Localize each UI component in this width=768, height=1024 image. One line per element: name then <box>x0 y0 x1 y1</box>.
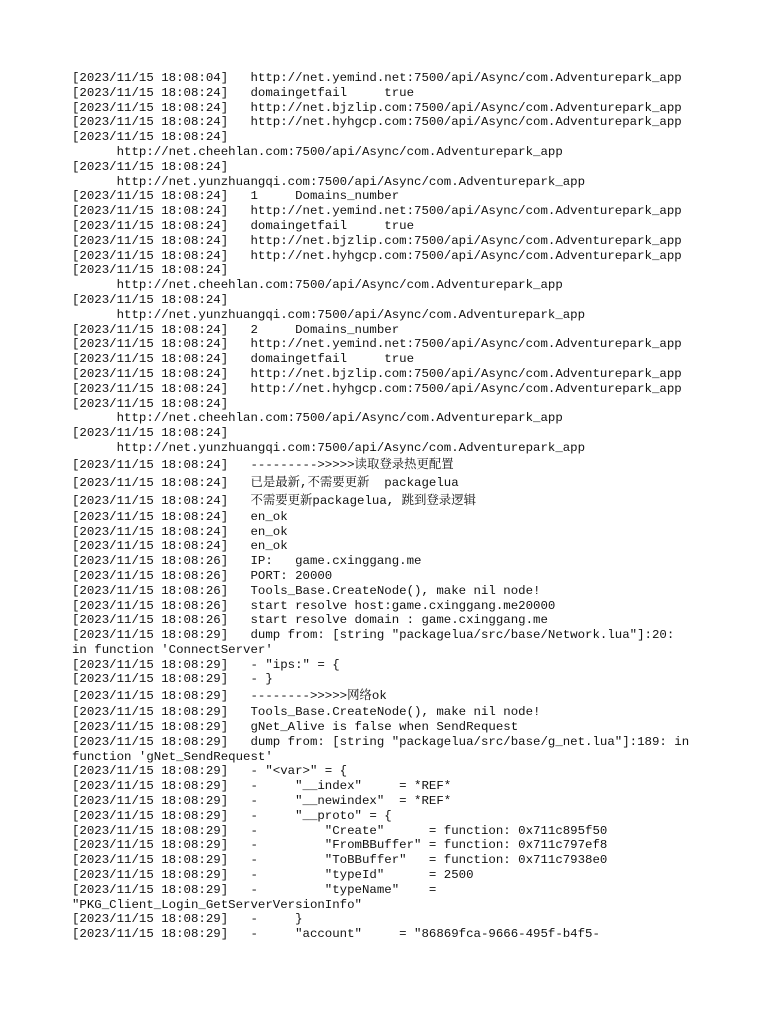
log-line: [2023/11/15 18:08:24] domaingetfail true <box>72 218 415 233</box>
log-line: [2023/11/15 18:08:24] http://net.hyhgcp.com:7500/api/Async/com.Adventurepark_app <box>72 115 682 130</box>
log-line: [2023/11/15 18:08:24] 2 Domains_number <box>72 322 400 337</box>
log-line: http://net.yunzhuangqi.com:7500/api/Async/com.Adventurepark_app <box>72 440 586 455</box>
log-line: http://net.cheehlan.com:7500/api/Async/com.Adventurepark_app <box>72 278 563 293</box>
log-line: [2023/11/15 18:08:29] - "FromBBuffer" = function: 0x711c797ef8 <box>72 838 608 853</box>
log-line: [2023/11/15 18:08:29] - "typeId" = 2500 <box>72 868 474 883</box>
log-line: [2023/11/15 18:08:24] <box>72 426 229 441</box>
log-line: http://net.cheehlan.com:7500/api/Async/com.Adventurepark_app <box>72 411 563 426</box>
log-line: "PKG_Client_Login_GetServerVersionInfo" <box>72 897 362 912</box>
log-line: [2023/11/15 18:08:29] - "Create" = function: 0x711c895f50 <box>72 823 608 838</box>
log-line: [2023/11/15 18:08:24] 不需要更新packagelua, 跳到登录逻辑 <box>72 493 476 508</box>
log-document <box>72 71 712 942</box>
log-line: http://net.cheehlan.com:7500/api/Async/com.Adventurepark_app <box>72 144 563 159</box>
log-line: [2023/11/15 18:08:29] -------->>>>>网络ok <box>72 689 387 704</box>
log-line: [2023/11/15 18:08:29] - "__proto" = { <box>72 808 392 823</box>
log-line: [2023/11/15 18:08:29] - } <box>72 672 273 687</box>
log-line: [2023/11/15 18:08:29] gNet_Alive is false when SendRequest <box>72 720 519 735</box>
log-line: [2023/11/15 18:08:29] - "<var>" = { <box>72 764 348 779</box>
log-line: [2023/11/15 18:08:24] en_ok <box>72 524 288 539</box>
log-line: [2023/11/15 18:08:24] en_ok <box>72 539 288 554</box>
log-line: [2023/11/15 18:08:26] start resolve host:game.cxinggang.me20000 <box>72 598 556 613</box>
log-line: [2023/11/15 18:08:29] dump from: [string "packagelua/src/base/g_net.lua"]:189: in <box>72 734 690 749</box>
log-line: function 'gNet_SendRequest' <box>72 749 273 764</box>
log-line: [2023/11/15 18:08:29] Tools_Base.CreateNode(), make nil node! <box>72 705 541 720</box>
log-line: [2023/11/15 18:08:29] - "ips:" = { <box>72 657 340 672</box>
log-line: [2023/11/15 18:08:24] 已是最新,不需要更新 packagelua <box>72 475 459 490</box>
log-line: http://net.yunzhuangqi.com:7500/api/Async/com.Adventurepark_app <box>72 174 586 189</box>
log-line: [2023/11/15 18:08:29] - "account" = "86869fca-9666-495f-b4f5- <box>72 927 600 942</box>
log-line: http://net.yunzhuangqi.com:7500/api/Async/com.Adventurepark_app <box>72 307 586 322</box>
log-line: [2023/11/15 18:08:24] <box>72 130 229 145</box>
log-line: [2023/11/15 18:08:24] <box>72 396 229 411</box>
log-line: [2023/11/15 18:08:24] http://net.bjzlip.com:7500/api/Async/com.Adventurepark_app <box>72 366 682 381</box>
log-line: [2023/11/15 18:08:29] - "__index" = *REF* <box>72 779 452 794</box>
log-line: [2023/11/15 18:08:26] IP: game.cxinggang.me <box>72 554 422 569</box>
log-line: [2023/11/15 18:08:24] domaingetfail true <box>72 85 415 100</box>
log-line: [2023/11/15 18:08:26] PORT: 20000 <box>72 568 333 583</box>
log-line: [2023/11/15 18:08:24] http://net.yemind.net:7500/api/Async/com.Adventurepark_app <box>72 204 682 219</box>
log-line: [2023/11/15 18:08:24] http://net.hyhgcp.com:7500/api/Async/com.Adventurepark_app <box>72 248 682 263</box>
log-line: [2023/11/15 18:08:24] domaingetfail true <box>72 352 415 367</box>
log-line: [2023/11/15 18:08:24] http://net.yemind.net:7500/api/Async/com.Adventurepark_app <box>72 337 682 352</box>
log-line: [2023/11/15 18:08:26] Tools_Base.CreateNode(), make nil node! <box>72 583 541 598</box>
log-line: [2023/11/15 18:08:24] <box>72 263 229 278</box>
log-line: [2023/11/15 18:08:24] --------->>>>>读取登录热更配置 <box>72 457 454 472</box>
log-line: [2023/11/15 18:08:29] - "ToBBuffer" = function: 0x711c7938e0 <box>72 853 608 868</box>
log-line: [2023/11/15 18:08:24] http://net.bjzlip.com:7500/api/Async/com.Adventurepark_app <box>72 100 682 115</box>
log-line: [2023/11/15 18:08:24] http://net.bjzlip.com:7500/api/Async/com.Adventurepark_app <box>72 233 682 248</box>
log-line: [2023/11/15 18:08:24] http://net.hyhgcp.com:7500/api/Async/com.Adventurepark_app <box>72 381 682 396</box>
log-line: [2023/11/15 18:08:24] <box>72 159 229 174</box>
log-line: [2023/11/15 18:08:26] start resolve domain : game.cxinggang.me <box>72 613 548 628</box>
log-line: [2023/11/15 18:08:29] - } <box>72 912 303 927</box>
log-line: [2023/11/15 18:08:24] en_ok <box>72 509 288 524</box>
log-line: [2023/11/15 18:08:04] http://net.yemind.net:7500/api/Async/com.Adventurepark_app <box>72 71 682 85</box>
log-line: [2023/11/15 18:08:29] - "typeName" = <box>72 882 437 897</box>
log-line: [2023/11/15 18:08:29] - "__newindex" = *REF* <box>72 794 452 809</box>
log-line: in function 'ConnectServer' <box>72 642 273 657</box>
log-line: [2023/11/15 18:08:29] dump from: [string "packagelua/src/base/Network.lua"]:20: <box>72 628 675 643</box>
log-line: [2023/11/15 18:08:24] 1 Domains_number <box>72 189 400 204</box>
log-line: [2023/11/15 18:08:24] <box>72 292 229 307</box>
